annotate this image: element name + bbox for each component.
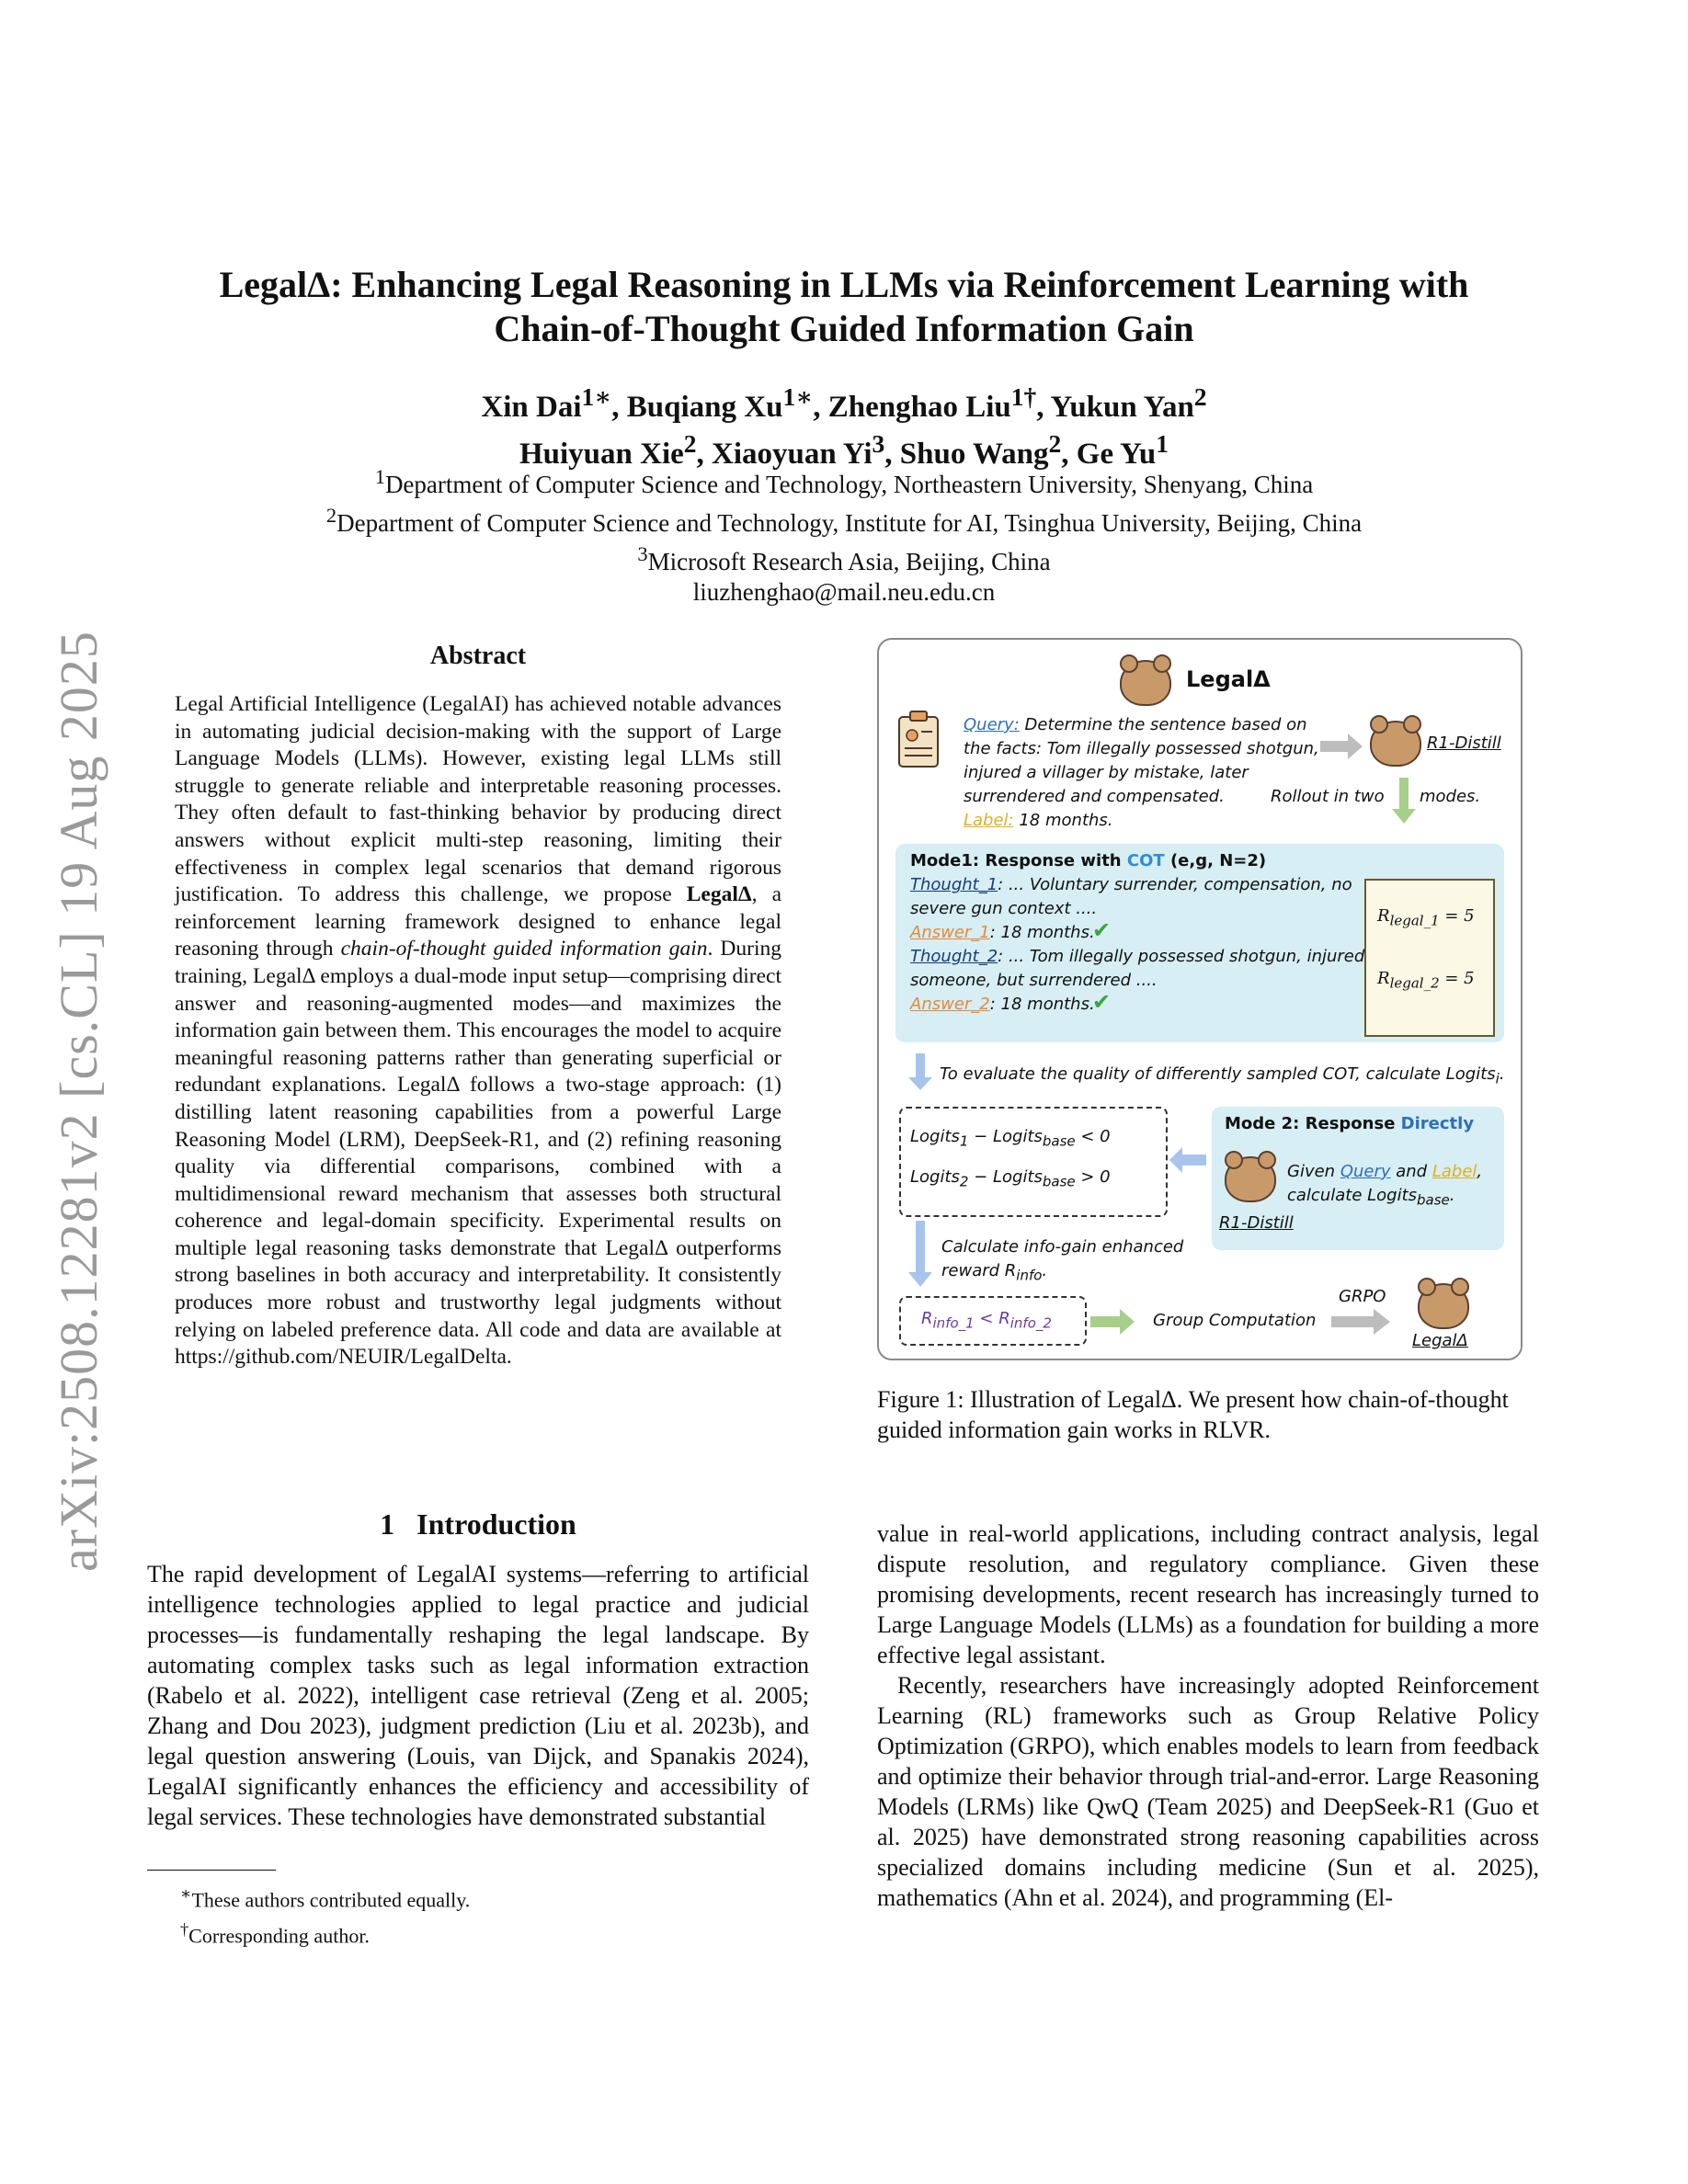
query-line-3: injured a villager by mistake, later — [964, 763, 1249, 782]
legaldelta-bear-icon-2 — [1418, 1283, 1469, 1329]
thought2-line-1: Thought_2: ... Tom illegally possessed shotgun, injured — [910, 947, 1365, 966]
footnote-rule — [147, 1870, 276, 1871]
thought1-line-2: severe gun context .... — [910, 899, 1098, 918]
rollout-text: Rollout in two — [1271, 787, 1385, 806]
author-mark: 2 — [1048, 429, 1062, 458]
author-name: Buqiang Xu — [626, 391, 783, 424]
evaluate-text: To evaluate the quality of differently sampled COT, calculate Logits$_i$. — [940, 1064, 1505, 1087]
footnote-1: ∗These authors contributed equally. — [180, 1884, 471, 1912]
author-name: Yukun Yan — [1050, 391, 1194, 424]
arrow-green-right-icon — [1090, 1309, 1135, 1335]
intro-column-right — [877, 1519, 1539, 1913]
paper-title — [110, 263, 1578, 351]
arrow-gray-icon — [1320, 734, 1363, 759]
logits-1: Logits$_1$ − Logits$_{base}$ < 0 — [910, 1127, 1111, 1150]
figure-caption: Figure 1: Illustration of LegalΔ. We present how chain-of-thought guided information gain works in RLVR. — [877, 1386, 1509, 1443]
intro-paragraph-right-2: Recently, researchers have increasingly adopted Reinforcement Learning (RL) frameworks such as Group Relative Policy Optimization (GRPO), which enables models to learn from feedback and optimize their behavior through trial-and-error. Large Reasoning Models (LRMs) like QwQ (Team 2025) and DeepSeek-R1 (Guo et al. 2025) have demonstrated strong reasoning capabilities across specialized domains including medicine (Sun et al. 2025), mathematics (Ahn et al. 2024), and programming (El- — [877, 1672, 1539, 1911]
affiliation-3: $^3$Microsoft Research Asia, Beijing, China — [637, 542, 1051, 575]
thought2-line-2: someone, but surrendered .... — [910, 971, 1158, 990]
author-mark: 2 — [1193, 382, 1207, 411]
title-line-1: LegalΔ: Enhancing Legal Reasoning in LLMs via Reinforcement Learning with — [219, 264, 1469, 305]
r1-distill-bear-icon — [1370, 721, 1421, 767]
query-line-1: Query: Determine the sentence based on — [964, 715, 1307, 734]
author-name: Zhenghao Liu — [827, 391, 1011, 424]
reward-note — [1364, 879, 1495, 1037]
author-name: Huiyuan Xie — [519, 438, 684, 471]
clipboard-icon — [899, 711, 938, 767]
intro-paragraph-left: The rapid development of LegalAI systems—referring to artificial intelligence technologies applied to legal practice and judicial processes—is fundamentally reshaping the legal landscape. By automating complex tasks such as legal information extraction (Rabelo et al. 2022), intelligent case retrieval (Zeng et al. 2005; Zhang and Dou 2023), judgment prediction (Liu et al. 2023b), and legal question answering (Louis, van Dijck, and Spanakis 2024), LegalAI significantly enhances the efficiency and accessibility of legal services. These technologies have demonstrated substantial — [147, 1561, 809, 1830]
title-line-2: Chain-of-Thought Guided Information Gain — [494, 308, 1194, 349]
answer2-line: Answer_2: 18 months. — [910, 995, 1095, 1014]
affiliations — [110, 461, 1578, 608]
arrow-blue-left-icon — [1169, 1147, 1206, 1173]
logits-box — [899, 1107, 1168, 1217]
r1-distill-label: R1-Distill — [1427, 734, 1501, 753]
author-name: Ge Yu — [1076, 438, 1157, 471]
author-name: Xin Dai — [481, 391, 582, 424]
group-computation-label: Group Computation — [1153, 1311, 1317, 1330]
abstract-text: Legal Artificial Intelligence (LegalAI) has achieved notable advances in automating judicial decision-making with the support of Large Language Models (LLMs). However, existing legal LLMs still struggle to generate reliable and interpretable reasoning processes. They often default to fast-thinking behavior by producing direct answers without explicit multi-step reasoning, limiting their effectiveness in complex legal scenarios that demand rigorous justification. To address this challenge, we propose LegalΔ, a reinforcement learning framework designed to enhance legal reasoning through chain-of-thought guided information gain. During training, LegalΔ employs a dual-mode input setup—comprising direct answer and reasoning-augmented modes—and maximizes the information gain between them. This encourages the model to acquire meaningful reasoning patterns rather than generating superficial or redundant explanations. LegalΔ follows a two-stage approach: (1) distilling latent reasoning capabilities from a powerful Large Reasoning Model (LRM), DeepSeek-R1, and (2) refining reasoning quality via differential comparisons, combined with a multidimensional reward mechanism that assesses both structural coherence and legal-domain specificity. Experimental results on multiple legal reasoning tasks demonstrate that LegalΔ outperforms strong baselines in both accuracy and interpretability. It consistently produces more robust and trustworthy legal judgments without relying on labeled preference data. All code and data are available at https://github.com/NEUIR/LegalDelta. — [175, 692, 782, 1370]
intro-paragraph-right-1: value in real-world applications, including contract analysis, legal dispute resolution, and regulatory compliance. Given these promising developments, recent research has increasingly turned to Large Language Models (LLMs) as a foundation for building a more effective legal assistant. — [877, 1520, 1539, 1668]
mode1-title: Mode1: Response with COT (e,g, N=2) — [910, 851, 1267, 870]
figure-title: LegalΔ — [1186, 666, 1271, 692]
thought1-line-1: Thought_1: ... Voluntary surrender, compensation, no — [910, 875, 1352, 894]
arxiv-side-identifier: arXiv:2508.12281v2 [cs.CL] 19 Aug 2025 — [49, 631, 108, 1572]
r1-distill-label-2: R1-Distill — [1219, 1213, 1294, 1233]
author-mark: 1 — [1156, 429, 1169, 458]
calc-logits-line: calculate Logits$_{base}$. — [1287, 1186, 1455, 1209]
author-mark: 2 — [683, 429, 697, 458]
answer1-line: Answer_1: 18 months. — [910, 923, 1095, 942]
abstract-heading: Abstract — [429, 642, 527, 670]
contact-email: liuzhenghao@mail.neu.edu.cn — [692, 578, 996, 606]
author-mark: 1∗ — [782, 382, 814, 411]
section-heading-introduction: 1 Introduction — [380, 1507, 576, 1541]
arrow-blue-down-icon — [908, 1053, 932, 1090]
author-name: Shuo Wang — [899, 438, 1049, 471]
figure-1 — [877, 638, 1523, 1360]
given-line: Given Query and Label, — [1287, 1162, 1483, 1181]
affiliation-2: $^2$Department of Computer Science and Technology, Institute for AI, Tsinghua University, Beijing, China — [325, 504, 1363, 537]
footnotes — [147, 1879, 809, 1951]
author-mark: 1∗ — [581, 382, 612, 411]
check-icon-2: ✔ — [1092, 989, 1112, 1015]
legaldelta-label: LegalΔ — [1412, 1331, 1468, 1350]
calc-info-line-1: Calculate info-gain enhanced — [941, 1237, 1184, 1257]
legaldelta-bear-icon — [1120, 660, 1171, 706]
arrow-blue-down-icon-2 — [908, 1221, 932, 1287]
author-mark: 1† — [1010, 382, 1037, 411]
query-line-2: the facts: Tom illegally possessed shotgun, — [964, 739, 1319, 758]
grpo-label: GRPO — [1339, 1287, 1386, 1306]
query-line-4: surrendered and compensated. — [964, 787, 1225, 806]
author-mark: 3 — [872, 429, 885, 458]
arrow-green-down-icon — [1392, 778, 1416, 824]
r-legal-2: $R_{legal\_2} = 5$ — [1377, 969, 1475, 992]
author-name: Xiaoyuan Yi — [712, 438, 873, 471]
mode2-title: Mode 2: Response Directly — [1225, 1114, 1475, 1133]
modes-text: modes. — [1420, 787, 1481, 806]
calc-info-line-2: reward $R_{info}$. — [941, 1261, 1048, 1284]
r-legal-1: $R_{legal\_1} = 5$ — [1377, 906, 1475, 929]
footnote-2: †Corresponding author. — [180, 1920, 370, 1948]
logits-2: Logits$_2$ − Logits$_{base}$ > 0 — [910, 1167, 1111, 1190]
check-icon: ✔ — [1092, 917, 1112, 943]
author-list: Xin Dai$^{1∗}$, Buqiang $Xu^{1∗}$, Zhenghao Liu$^{1\dagger}$, Yukun Yan$^2$ Huiyuan Xie$^2$, Xiaoyuan Yi$^3$, Shuo Wang$^2$, Ge Yu$^1$ — [481, 382, 1207, 471]
arrow-gray-right-icon — [1331, 1309, 1390, 1335]
r1-distill-bear-icon-2 — [1225, 1156, 1276, 1202]
label-line: Label: 18 months. — [964, 811, 1113, 830]
rinfo-comparison: $R_{info\_1} < R_{info\_2}$ — [921, 1309, 1052, 1332]
affiliation-1: $^1$Department of Computer Science and Technology, Northeastern University, Shenyang, China — [374, 465, 1314, 498]
